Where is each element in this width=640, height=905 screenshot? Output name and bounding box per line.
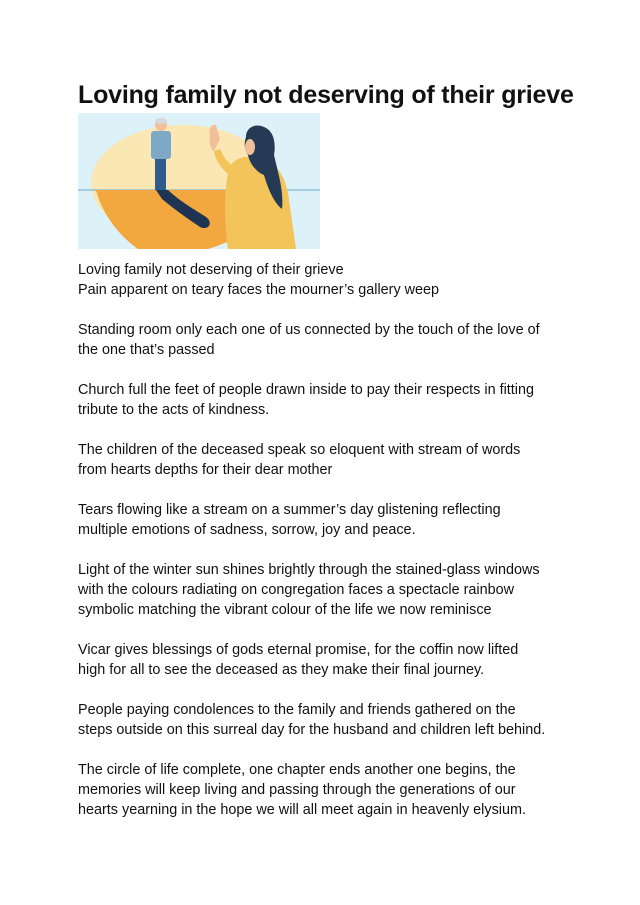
poem-stanza — [78, 260, 578, 300]
poem-stanza — [78, 640, 578, 680]
farewell-illustration-icon — [78, 113, 320, 249]
poem-line: memories will keep living and passing through the generations of our — [78, 782, 516, 798]
poem-line: symbolic matching the vibrant colour of the life we now reminisce — [78, 602, 492, 618]
poem-stanza — [78, 700, 578, 740]
poem-line: Tears flowing like a stream on a summer’s day glistening reflecting — [78, 502, 501, 518]
poem-line: The children of the deceased speak so eloquent with stream of words — [78, 442, 521, 458]
poem-line: Pain apparent on teary faces the mourner’s gallery weep — [78, 282, 440, 298]
page-title: Loving family not deserving of their grieve — [78, 81, 574, 109]
poem-line: with the colours radiating on congregation faces a spectacle rainbow — [78, 582, 514, 598]
poem-body — [78, 260, 578, 840]
poem-line: Vicar gives blessings of gods eternal promise, for the coffin now lifted — [78, 642, 519, 658]
poem-line: Church full the feet of people drawn inside to pay their respects in fitting — [78, 382, 534, 398]
poem-stanza — [78, 320, 578, 360]
poem-line: People paying condolences to the family and friends gathered on the — [78, 702, 516, 718]
poem-line: high for all to see the deceased as they make their final journey. — [78, 662, 485, 678]
poem-line: hearts yearning in the hope we will all meet again in heavenly elysium. — [78, 802, 526, 818]
poem-line: steps outside on this surreal day for the husband and children left behind. — [78, 722, 546, 738]
poem-line: Standing room only each one of us connected by the touch of the love of — [78, 322, 540, 338]
poem-line: the one that’s passed — [78, 342, 215, 358]
poem-line: from hearts depths for their dear mother — [78, 462, 333, 478]
poem-stanza — [78, 560, 578, 620]
poem-line: multiple emotions of sadness, sorrow, joy and peace. — [78, 522, 416, 538]
poem-line: tribute to the acts of kindness. — [78, 402, 270, 418]
poem-stanza — [78, 380, 578, 420]
poem-stanza — [78, 500, 578, 540]
poem-line: Light of the winter sun shines brightly through the stained-glass windows — [78, 562, 540, 578]
poem-stanza — [78, 440, 578, 480]
poem-stanza — [78, 760, 578, 820]
poem-line: Loving family not deserving of their grieve — [78, 262, 344, 278]
poem-line: The circle of life complete, one chapter ends another one begins, the — [78, 762, 516, 778]
